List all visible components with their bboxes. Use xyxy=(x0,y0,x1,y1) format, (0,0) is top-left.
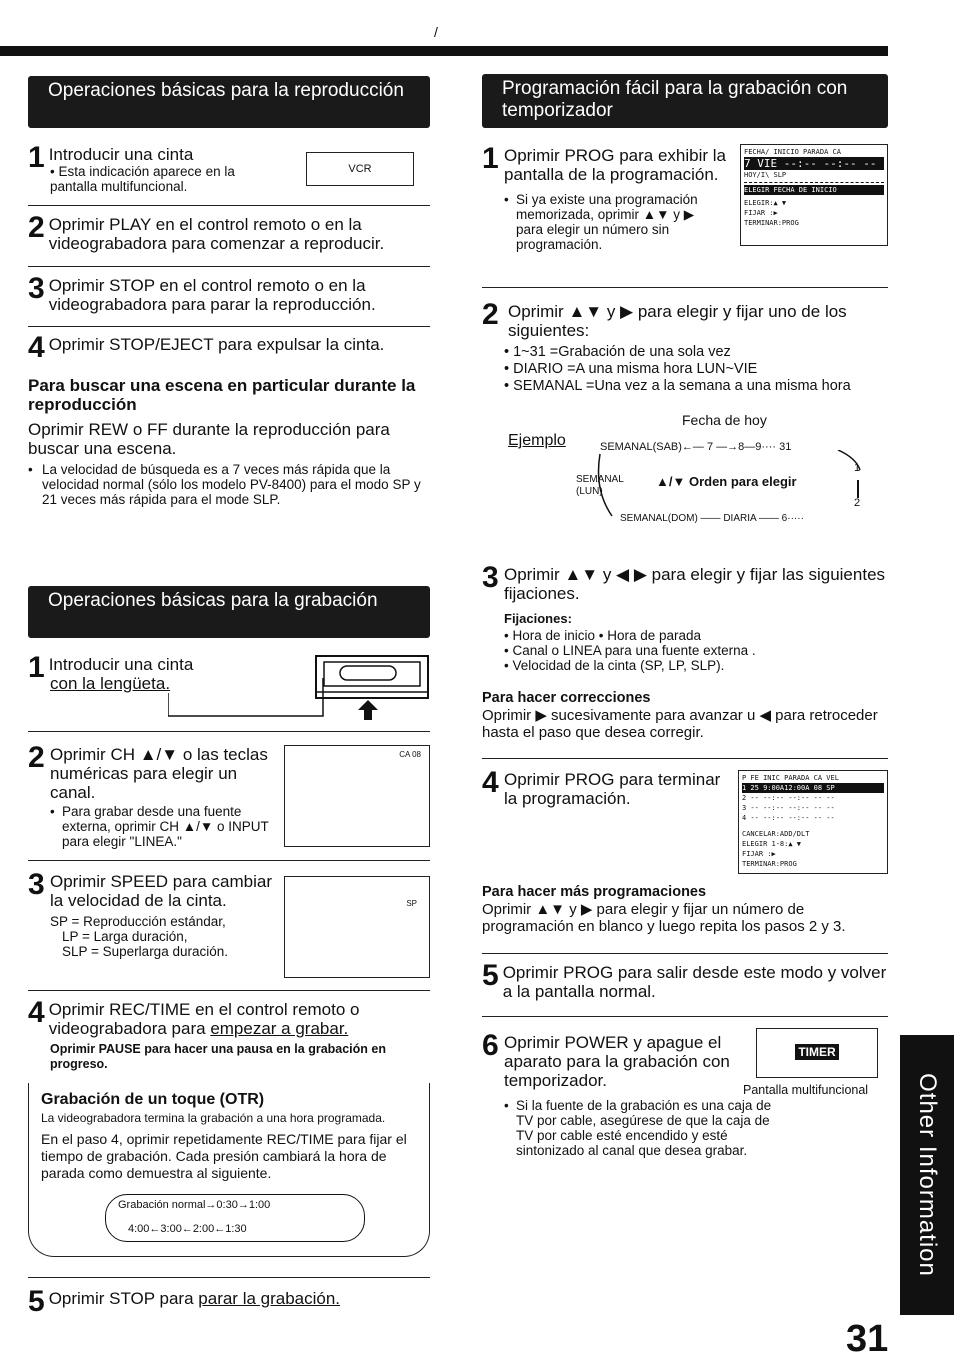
divider xyxy=(482,287,888,288)
otr-sub: La videograbadora termina la grabación a una hora programada. xyxy=(41,1111,386,1125)
example-mid: SEMANAL xyxy=(576,474,624,485)
step-1-play: 1 Introducir una cinta • Esta indicación aparece en la pantalla multifuncional. xyxy=(28,145,298,194)
divider xyxy=(28,990,430,991)
header-programacion: Programación fácil para la grabación con temporizador xyxy=(482,74,888,128)
example-top: SEMANAL(SAB)←— 7 —→8—9···· 31 xyxy=(600,441,792,453)
order-2: 2 xyxy=(854,497,861,509)
step-5-prog: 5 Oprimir PROG para salir desde este modo y volver a la pantalla normal. xyxy=(482,959,887,1001)
search-note: • La velocidad de búsqueda es a 7 veces más rápida que la velocidad normal (sólo los modelo PV-8400) para el modo SP y 21 veces más rápida para el mode SLP. xyxy=(28,462,421,507)
otr-text: En el paso 4, oprimir repetidamente REC/TIME para fijar el tiempo de grabación. Cada presión cambiará la hora de parada como demuestra al siguiente. xyxy=(41,1131,407,1181)
divider xyxy=(28,326,430,327)
speed-screen: SP xyxy=(284,876,430,978)
step-5-rec: 5 Oprimir STOP para parar la grabación. xyxy=(28,1285,341,1318)
step-3-play: 3 Oprimir STOP en el control remoto o en la videograbadora para parar la reproducción. xyxy=(28,272,376,314)
step-4-rec: 4 Oprimir REC/TIME en el control remoto o videograbadora para empezar a grabar. Oprimir PAUSE para hacer una pausa en la grabación en progreso. xyxy=(28,996,386,1071)
corr-text: Oprimir ▶ sucesivamente para avanzar u ◀ para retroceder hasta el paso que desea corregir. xyxy=(482,707,878,741)
ch-screen: CA 08 xyxy=(284,745,430,847)
side-tab: Other Information xyxy=(900,1035,954,1315)
step-2-prog: 2 Oprimir ▲▼ y ▶ para elegir y fijar uno de los siguientes: • 1~31 =Grabación de una sola vez • DIARIO =A una misma hora LUN~VIE • SEMANAL =Una vez a la semana a una misma hora xyxy=(482,298,851,394)
prog-screen: FECHA/ INICIO PARADA CA 7 VIE --:-- --:-- -- HOY/I\ SLP ELEGIR FECHA DE INICIO ELEGIR:▲ ▼ FIJAR :▶ TERMINAR:PROG xyxy=(740,144,888,246)
divider xyxy=(482,953,888,954)
otr-cycle: Grabación normal→0:30→1:00 4:00←3:00←2:00←1:30 xyxy=(105,1194,365,1242)
divider xyxy=(28,731,430,732)
step-6-prog: 6 Oprimir POWER y apague el aparato para la grabación con temporizador. • Si la fuente de la grabación es una caja de TV por cable, asegúrese de que la caja de TV por cable esté encendido y esté sintonizado al canal que desea grabar. xyxy=(482,1029,772,1158)
divider xyxy=(482,1016,888,1017)
order-label: ▲/▼ Orden para elegir xyxy=(656,474,797,489)
order-1: 1 xyxy=(854,462,861,474)
search-title: Para buscar una escena en particular durante la reproducción xyxy=(28,376,416,414)
more-title: Para hacer más programaciones xyxy=(482,884,707,900)
corr-title: Para hacer correcciones xyxy=(482,690,651,706)
otr-panel xyxy=(28,1083,430,1257)
step-4-play: 4 Oprimir STOP/EJECT para expulsar la cinta. xyxy=(28,331,385,364)
header-grabacion: Operaciones básicas para la grabación xyxy=(28,586,430,638)
step-text: Introducir una cinta xyxy=(48,145,194,164)
divider xyxy=(28,205,430,206)
divider xyxy=(28,860,430,861)
divider xyxy=(482,758,888,759)
cassette-illustration xyxy=(168,648,430,720)
more-text: Oprimir ▲▼ y ▶ para elegir y fijar un número de programación en blanco y luego repita los pasos 2 y 3. xyxy=(482,901,846,935)
example-bottom: SEMANAL(DOM) —— DIARIA —— 6····· xyxy=(620,513,804,524)
step-1-prog: 1 Oprimir PROG para exhibir la pantalla de la programación. • Si ya existe una programación memorizada, oprimir ▲▼ y ▶ para elegir un número sin programación. xyxy=(482,142,727,252)
ejemplo-label: Ejemplo xyxy=(508,432,566,449)
timer-display: TIMER xyxy=(756,1028,878,1078)
fecha-label: Fecha de hoy xyxy=(682,412,767,428)
divider xyxy=(28,1277,430,1278)
header-reproduccion: Operaciones básicas para la reproducción xyxy=(28,76,430,128)
divider xyxy=(28,266,430,267)
prog-list-screen: P FE INIC PARADA CA VEL 1 25 9:00A12:00A 08 SP 2 -- --:-- --:-- -- -- 3 -- --:-- --:-- -- -- 4 -- --:-- --:-- -- -- CANCELAR:ADD/DLT ELEGIR 1-8:▲ ▼ FIJAR :▶ TERMINAR:PROG xyxy=(738,770,888,874)
step-note: • Esta indicación aparece en la pantalla multifuncional. xyxy=(50,164,235,194)
search-text: Oprimir REW o FF durante la reproducción para buscar una escena. xyxy=(28,420,390,458)
step-2-rec: 2 Oprimir CH ▲/▼ o las teclas numéricas para elegir un canal. • Para grabar desde una fuente externa, oprimir CH ▲/▼ o INPUT para elegir "LINEA." xyxy=(28,741,269,849)
step-3-rec: 3 Oprimir SPEED para cambiar la velocidad de la cinta. SP = Reproducción estándar, LP = Larga duración, SLP = Superlarga duración. xyxy=(28,868,273,959)
timer-display-label: Pantalla multifuncional xyxy=(743,1083,869,1097)
page-number: 31 xyxy=(846,1318,889,1360)
step-4-prog: 4 Oprimir PROG para terminar la programación. xyxy=(482,766,721,808)
top-mark: / xyxy=(434,24,438,40)
example-mid-b: (LUN) xyxy=(576,486,603,497)
step-1-rec: 1 Introducir una cinta con la lengüeta. xyxy=(28,651,194,693)
step-3-prog: 3 Oprimir ▲▼ y ◀ ▶ para elegir y fijar las siguientes fijaciones. Fijaciones: • Hora de inicio • Hora de parada • Canal o LINEA para una fuente externa . • Velocidad de la cinta (SP, LP, SLP). xyxy=(482,561,886,673)
top-bar xyxy=(0,46,888,56)
example-cycle-arrows xyxy=(594,450,866,522)
step-2-play: 2 Oprimir PLAY en el control remoto o en la videograbadora para comenzar a reproducir. xyxy=(28,211,385,253)
otr-title: Grabación de un toque (OTR) xyxy=(41,1091,265,1108)
vcr-display: VCR xyxy=(306,152,414,186)
